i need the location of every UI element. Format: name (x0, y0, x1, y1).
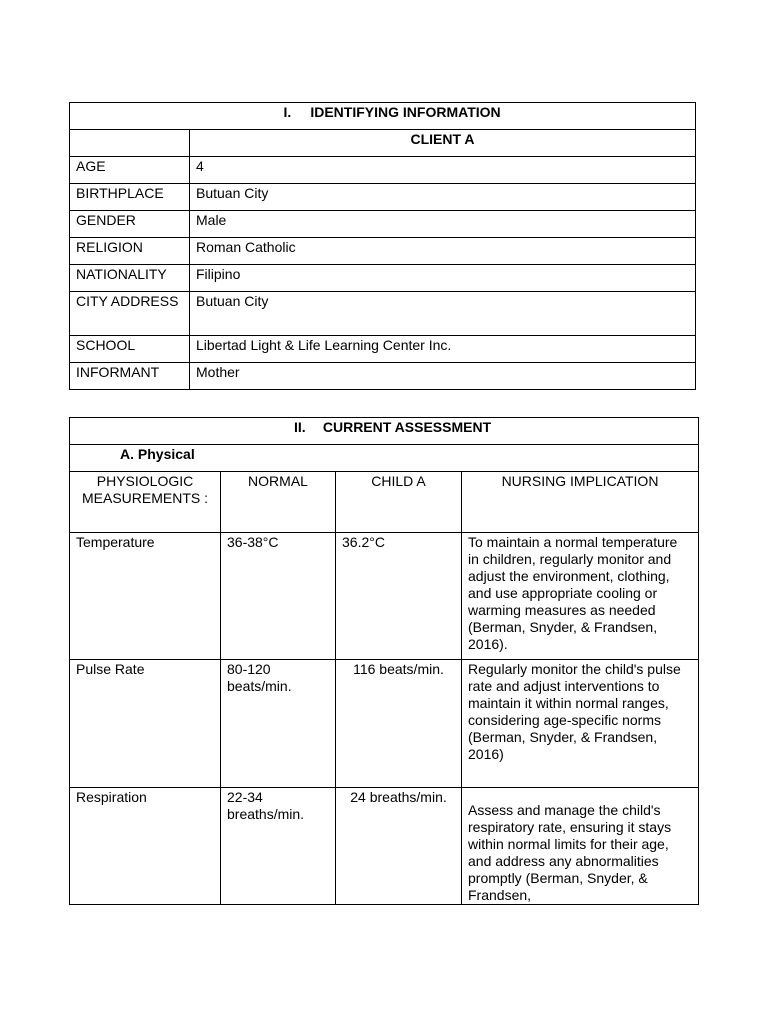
measure-cell: Respiration (70, 788, 221, 905)
table-row (70, 238, 696, 265)
column-header: NURSING IMPLICATION (462, 472, 699, 533)
implication-cell: To maintain a normal temperature in children, regularly monitor and adjust the environment, clothing, and use appropriate cooling or warming measures as needed (Berman, Snyder, & Frandsen, 2016). (462, 533, 699, 660)
row-value: Mother (190, 363, 696, 390)
row-value: Libertad Light & Life Learning Center Inc. (190, 336, 696, 363)
row-label: GENDER (70, 211, 190, 238)
row-label: BIRTHPLACE (70, 184, 190, 211)
column-header: CHILD A (336, 472, 462, 533)
section2-numeral: II. (294, 419, 306, 435)
normal-cell: 22-34 breaths/min. (221, 788, 336, 905)
row-value: Roman Catholic (190, 238, 696, 265)
section2-title (70, 418, 699, 445)
row-label: INFORMANT (70, 363, 190, 390)
table-row (70, 660, 699, 788)
blank-cell (70, 130, 190, 157)
client-header: CLIENT A (190, 130, 696, 157)
row-label: CITY ADDRESS (70, 292, 190, 336)
section1-numeral: I. (283, 104, 292, 120)
column-header: PHYSIOLOGIC MEASUREMENTS : (70, 472, 221, 533)
identifying-information-table (69, 102, 696, 390)
section1-title-text: IDENTIFYING INFORMATION (310, 104, 501, 120)
current-assessment-table (69, 417, 699, 905)
row-value: Butuan City (190, 184, 696, 211)
row-value: Filipino (190, 265, 696, 292)
table-row (70, 788, 699, 905)
row-label: SCHOOL (70, 336, 190, 363)
implication-cell: Assess and manage the child's respiratory rate, ensuring it stays within normal limits for their age, and address any abnormalities promptly (Berman, Snyder, & Frandsen, (462, 788, 699, 905)
table-row (70, 292, 696, 336)
section1-title (70, 103, 696, 130)
row-value: 4 (190, 157, 696, 184)
normal-cell: 36-38°C (221, 533, 336, 660)
table-row (70, 157, 696, 184)
child-cell: 24 breaths/min. (336, 788, 462, 905)
table-row (70, 533, 699, 660)
child-cell: 116 beats/min. (336, 660, 462, 788)
table-row (70, 211, 696, 238)
row-label: RELIGION (70, 238, 190, 265)
row-value: Male (190, 211, 696, 238)
implication-cell: Regularly monitor the child's pulse rate and adjust interventions to maintain it within normal ranges, considering age-specific norms (Berman, Snyder, & Frandsen, 2016) (462, 660, 699, 788)
table-row (70, 265, 696, 292)
section2-title-text: CURRENT ASSESSMENT (322, 419, 492, 435)
child-cell: 36.2°C (336, 533, 462, 660)
column-header-row (70, 472, 699, 533)
row-label: AGE (70, 157, 190, 184)
column-header: NORMAL (221, 472, 336, 533)
row-value: Butuan City (190, 292, 696, 336)
measure-cell: Temperature (70, 533, 221, 660)
row-label: NATIONALITY (70, 265, 190, 292)
normal-cell: 80-120 beats/min. (221, 660, 336, 788)
table-row (70, 336, 696, 363)
table-row (70, 184, 696, 211)
measure-cell: Pulse Rate (70, 660, 221, 788)
subsection-title: A. Physical (70, 445, 699, 472)
table-row (70, 363, 696, 390)
